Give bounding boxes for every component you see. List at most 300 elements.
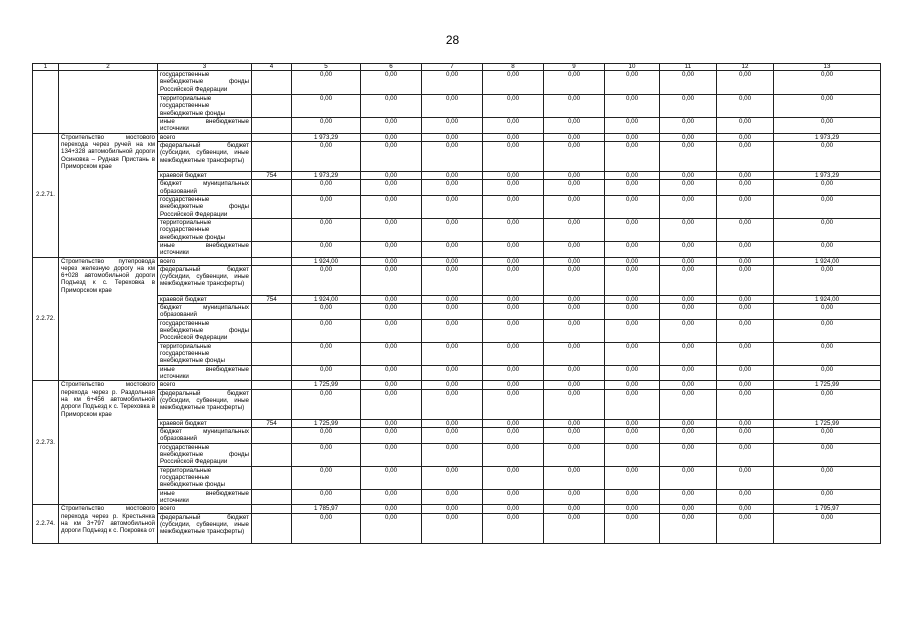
value-cell: 1 924,00 xyxy=(292,257,361,265)
column-number: 2 xyxy=(59,64,158,71)
value-cell: 0,00 xyxy=(774,466,881,489)
value-cell: 0,00 xyxy=(544,241,605,257)
grbs-code xyxy=(252,342,292,365)
value-cell: 1 973,29 xyxy=(292,133,361,141)
value-cell: 0,00 xyxy=(422,513,483,543)
value-cell: 0,00 xyxy=(422,265,483,295)
grbs-code xyxy=(252,133,292,141)
value-cell: 0,00 xyxy=(717,133,774,141)
value-cell: 0,00 xyxy=(605,171,660,179)
value-cell: 0,00 xyxy=(544,257,605,265)
value-cell: 0,00 xyxy=(422,505,483,513)
funding-source: федеральный бюджет (субсидии, субвенции, иные межбюджетные трансферты) xyxy=(158,265,252,295)
value-cell: 0,00 xyxy=(544,265,605,295)
value-cell: 0,00 xyxy=(660,257,717,265)
table-row xyxy=(33,489,881,505)
funding-source: федеральный бюджет (субсидии, субвенции, иные межбюджетные трансферты) xyxy=(158,513,252,543)
grbs-code xyxy=(252,365,292,381)
value-cell: 0,00 xyxy=(544,195,605,218)
value-cell: 0,00 xyxy=(605,342,660,365)
value-cell: 0,00 xyxy=(660,342,717,365)
value-cell: 0,00 xyxy=(483,171,544,179)
column-number: 4 xyxy=(252,64,292,71)
value-cell: 0,00 xyxy=(544,389,605,419)
value-cell: 0,00 xyxy=(660,428,717,444)
funding-source: иные внебюджетные источники xyxy=(158,241,252,257)
value-cell: 0,00 xyxy=(774,218,881,241)
column-number: 8 xyxy=(483,64,544,71)
value-cell: 1 725,99 xyxy=(774,381,881,389)
value-cell: 0,00 xyxy=(774,319,881,342)
funding-source: государственные внебюджетные фонды Российской Федерации xyxy=(158,319,252,342)
value-cell: 0,00 xyxy=(422,257,483,265)
value-cell: 0,00 xyxy=(605,389,660,419)
value-cell: 0,00 xyxy=(483,365,544,381)
value-cell: 0,00 xyxy=(483,513,544,543)
table-row xyxy=(33,195,881,218)
value-cell: 0,00 xyxy=(717,389,774,419)
value-cell: 0,00 xyxy=(422,295,483,303)
value-cell: 0,00 xyxy=(361,265,422,295)
value-cell: 0,00 xyxy=(605,443,660,466)
table-row xyxy=(33,118,881,134)
value-cell: 0,00 xyxy=(660,141,717,171)
grbs-code xyxy=(252,381,292,389)
value-cell: 0,00 xyxy=(660,195,717,218)
value-cell: 0,00 xyxy=(422,443,483,466)
value-cell: 0,00 xyxy=(717,419,774,427)
value-cell: 0,00 xyxy=(774,428,881,444)
value-cell: 0,00 xyxy=(361,180,422,196)
column-number: 11 xyxy=(660,64,717,71)
value-cell: 0,00 xyxy=(660,319,717,342)
value-cell: 0,00 xyxy=(774,71,881,95)
value-cell: 0,00 xyxy=(544,365,605,381)
value-cell: 0,00 xyxy=(717,319,774,342)
value-cell: 0,00 xyxy=(605,381,660,389)
value-cell: 0,00 xyxy=(774,389,881,419)
value-cell: 0,00 xyxy=(605,195,660,218)
value-cell: 0,00 xyxy=(605,513,660,543)
funding-source: территориальные государственные внебюджетные фонды xyxy=(158,95,252,118)
grbs-code xyxy=(252,180,292,196)
value-cell: 0,00 xyxy=(361,428,422,444)
value-cell: 0,00 xyxy=(717,241,774,257)
value-cell: 0,00 xyxy=(605,505,660,513)
value-cell: 0,00 xyxy=(717,265,774,295)
column-number: 3 xyxy=(158,64,252,71)
value-cell: 0,00 xyxy=(660,365,717,381)
table-row xyxy=(33,466,881,489)
object-name: Строительство мостового перехода через ручей на км 134+328 автомобильной дороги Осиновка – Рудная Пристань в Приморском крае xyxy=(59,133,158,257)
grbs-code: 754 xyxy=(252,419,292,427)
value-cell: 0,00 xyxy=(605,295,660,303)
value-cell: 0,00 xyxy=(483,443,544,466)
value-cell: 0,00 xyxy=(544,141,605,171)
value-cell: 0,00 xyxy=(605,365,660,381)
value-cell: 0,00 xyxy=(292,513,361,543)
value-cell: 0,00 xyxy=(361,133,422,141)
object-name: Строительство мостового перехода через р. Раздольная на км 6+456 автомобильной дороги Подъезд к с. Тереховка в Приморском крае xyxy=(59,381,158,505)
row-code: 2.2.72. xyxy=(33,257,59,381)
grbs-code xyxy=(252,443,292,466)
funding-source: всего xyxy=(158,133,252,141)
value-cell: 1 795,97 xyxy=(774,505,881,513)
value-cell: 0,00 xyxy=(605,218,660,241)
value-cell: 0,00 xyxy=(774,513,881,543)
value-cell: 0,00 xyxy=(660,489,717,505)
value-cell: 0,00 xyxy=(292,319,361,342)
value-cell: 0,00 xyxy=(483,304,544,320)
value-cell: 0,00 xyxy=(605,180,660,196)
value-cell: 0,00 xyxy=(361,389,422,419)
value-cell: 0,00 xyxy=(717,466,774,489)
value-cell: 0,00 xyxy=(717,513,774,543)
value-cell: 0,00 xyxy=(422,95,483,118)
value-cell: 0,00 xyxy=(774,141,881,171)
table-row xyxy=(33,342,881,365)
value-cell: 0,00 xyxy=(483,195,544,218)
column-number: 6 xyxy=(361,64,422,71)
value-cell: 0,00 xyxy=(544,180,605,196)
value-cell: 0,00 xyxy=(422,389,483,419)
value-cell: 0,00 xyxy=(717,443,774,466)
value-cell: 1 725,99 xyxy=(292,381,361,389)
value-cell: 0,00 xyxy=(292,265,361,295)
grbs-code xyxy=(252,389,292,419)
value-cell: 1 973,29 xyxy=(292,171,361,179)
column-number: 5 xyxy=(292,64,361,71)
value-cell: 0,00 xyxy=(422,171,483,179)
value-cell: 0,00 xyxy=(483,133,544,141)
value-cell: 0,00 xyxy=(605,95,660,118)
funding-source: государственные внебюджетные фонды Российской Федерации xyxy=(158,443,252,466)
funding-source: краевой бюджет xyxy=(158,419,252,427)
value-cell: 0,00 xyxy=(483,265,544,295)
funding-source: территориальные государственные внебюджетные фонды xyxy=(158,342,252,365)
funding-source: территориальные государственные внебюджетные фонды xyxy=(158,466,252,489)
value-cell: 0,00 xyxy=(774,365,881,381)
value-cell: 0,00 xyxy=(544,95,605,118)
value-cell: 0,00 xyxy=(361,505,422,513)
value-cell: 0,00 xyxy=(605,71,660,95)
table-row xyxy=(33,443,881,466)
row-code: 2.2.74. xyxy=(33,505,59,543)
value-cell: 0,00 xyxy=(361,295,422,303)
value-cell: 0,00 xyxy=(292,466,361,489)
value-cell: 0,00 xyxy=(544,304,605,320)
grbs-code xyxy=(252,218,292,241)
value-cell: 0,00 xyxy=(774,443,881,466)
value-cell: 0,00 xyxy=(544,71,605,95)
value-cell: 0,00 xyxy=(774,342,881,365)
value-cell: 0,00 xyxy=(605,319,660,342)
grbs-code xyxy=(252,428,292,444)
value-cell: 0,00 xyxy=(422,195,483,218)
value-cell: 0,00 xyxy=(660,265,717,295)
table-row xyxy=(33,133,881,141)
value-cell: 0,00 xyxy=(292,489,361,505)
value-cell: 0,00 xyxy=(483,295,544,303)
value-cell: 0,00 xyxy=(717,365,774,381)
grbs-code xyxy=(252,257,292,265)
value-cell: 0,00 xyxy=(717,195,774,218)
value-cell: 0,00 xyxy=(774,195,881,218)
value-cell: 0,00 xyxy=(361,241,422,257)
value-cell: 0,00 xyxy=(717,141,774,171)
value-cell: 0,00 xyxy=(292,218,361,241)
value-cell: 0,00 xyxy=(660,71,717,95)
value-cell: 0,00 xyxy=(717,428,774,444)
value-cell: 0,00 xyxy=(292,195,361,218)
value-cell: 0,00 xyxy=(422,241,483,257)
value-cell: 0,00 xyxy=(605,265,660,295)
table-row xyxy=(33,389,881,419)
value-cell: 0,00 xyxy=(605,257,660,265)
value-cell: 0,00 xyxy=(422,118,483,134)
value-cell: 1 924,00 xyxy=(774,295,881,303)
value-cell: 0,00 xyxy=(422,419,483,427)
value-cell: 0,00 xyxy=(774,304,881,320)
column-number: 10 xyxy=(605,64,660,71)
value-cell: 0,00 xyxy=(605,141,660,171)
grbs-code xyxy=(252,141,292,171)
value-cell: 0,00 xyxy=(660,118,717,134)
row-code: 2.2.73. xyxy=(33,381,59,505)
table-row xyxy=(33,71,881,95)
value-cell: 0,00 xyxy=(292,180,361,196)
value-cell: 0,00 xyxy=(483,118,544,134)
value-cell: 1 924,00 xyxy=(774,257,881,265)
value-cell: 0,00 xyxy=(361,141,422,171)
funding-source: бюджет муниципальных образований xyxy=(158,428,252,444)
value-cell: 0,00 xyxy=(544,443,605,466)
value-cell: 0,00 xyxy=(292,118,361,134)
value-cell: 0,00 xyxy=(544,505,605,513)
value-cell: 0,00 xyxy=(660,389,717,419)
grbs-code xyxy=(252,95,292,118)
value-cell: 0,00 xyxy=(660,95,717,118)
budget-table xyxy=(32,63,881,544)
table-row xyxy=(33,419,881,427)
value-cell: 0,00 xyxy=(717,295,774,303)
grbs-code xyxy=(252,319,292,342)
value-cell: 0,00 xyxy=(544,171,605,179)
value-cell: 0,00 xyxy=(660,295,717,303)
value-cell: 0,00 xyxy=(292,95,361,118)
value-cell: 0,00 xyxy=(292,428,361,444)
row-code xyxy=(33,71,59,134)
grbs-code xyxy=(252,241,292,257)
value-cell: 0,00 xyxy=(774,95,881,118)
value-cell: 0,00 xyxy=(483,428,544,444)
value-cell: 0,00 xyxy=(544,428,605,444)
funding-source: территориальные государственные внебюджетные фонды xyxy=(158,218,252,241)
value-cell: 0,00 xyxy=(717,218,774,241)
table-row xyxy=(33,428,881,444)
grbs-code xyxy=(252,195,292,218)
column-number-row xyxy=(33,64,881,71)
value-cell: 0,00 xyxy=(774,241,881,257)
table-row xyxy=(33,304,881,320)
value-cell: 0,00 xyxy=(422,428,483,444)
value-cell: 0,00 xyxy=(483,241,544,257)
value-cell: 0,00 xyxy=(660,180,717,196)
funding-source: краевой бюджет xyxy=(158,295,252,303)
value-cell: 0,00 xyxy=(544,466,605,489)
table-row xyxy=(33,319,881,342)
value-cell: 0,00 xyxy=(774,118,881,134)
table-row xyxy=(33,295,881,303)
funding-source: государственные внебюджетные фонды Российской Федерации xyxy=(158,195,252,218)
value-cell: 0,00 xyxy=(483,489,544,505)
value-cell: 0,00 xyxy=(544,319,605,342)
value-cell: 0,00 xyxy=(361,365,422,381)
value-cell: 0,00 xyxy=(717,489,774,505)
value-cell: 0,00 xyxy=(544,218,605,241)
value-cell: 0,00 xyxy=(774,489,881,505)
value-cell: 0,00 xyxy=(717,304,774,320)
value-cell: 0,00 xyxy=(660,171,717,179)
value-cell: 0,00 xyxy=(483,419,544,427)
value-cell: 0,00 xyxy=(717,342,774,365)
table-row xyxy=(33,141,881,171)
value-cell: 0,00 xyxy=(292,141,361,171)
value-cell: 0,00 xyxy=(483,505,544,513)
value-cell: 0,00 xyxy=(361,381,422,389)
object-name xyxy=(59,71,158,134)
value-cell: 0,00 xyxy=(717,257,774,265)
value-cell: 0,00 xyxy=(483,389,544,419)
value-cell: 0,00 xyxy=(605,419,660,427)
funding-source: федеральный бюджет (субсидии, субвенции, иные межбюджетные трансферты) xyxy=(158,141,252,171)
value-cell: 0,00 xyxy=(605,304,660,320)
value-cell: 0,00 xyxy=(483,342,544,365)
value-cell: 0,00 xyxy=(605,466,660,489)
table-row xyxy=(33,241,881,257)
value-cell: 0,00 xyxy=(422,365,483,381)
column-number: 1 xyxy=(33,64,59,71)
value-cell: 0,00 xyxy=(774,265,881,295)
grbs-code xyxy=(252,71,292,95)
table-body xyxy=(33,71,881,544)
funding-source: всего xyxy=(158,257,252,265)
value-cell: 0,00 xyxy=(361,342,422,365)
value-cell: 0,00 xyxy=(605,241,660,257)
row-code: 2.2.71. xyxy=(33,133,59,257)
grbs-code: 754 xyxy=(252,295,292,303)
grbs-code xyxy=(252,118,292,134)
value-cell: 0,00 xyxy=(483,218,544,241)
value-cell: 0,00 xyxy=(717,118,774,134)
funding-source: иные внебюджетные источники xyxy=(158,489,252,505)
funding-source: иные внебюджетные источники xyxy=(158,365,252,381)
value-cell: 0,00 xyxy=(660,505,717,513)
value-cell: 0,00 xyxy=(544,295,605,303)
table-row xyxy=(33,513,881,543)
table-row xyxy=(33,365,881,381)
funding-source: бюджет муниципальных образований xyxy=(158,180,252,196)
table-row xyxy=(33,95,881,118)
value-cell: 0,00 xyxy=(660,133,717,141)
value-cell: 0,00 xyxy=(422,133,483,141)
value-cell: 0,00 xyxy=(422,218,483,241)
value-cell: 0,00 xyxy=(605,489,660,505)
value-cell: 0,00 xyxy=(361,95,422,118)
value-cell: 0,00 xyxy=(544,489,605,505)
column-number: 13 xyxy=(774,64,881,71)
value-cell: 0,00 xyxy=(483,466,544,489)
table-row xyxy=(33,218,881,241)
grbs-code xyxy=(252,505,292,513)
value-cell: 0,00 xyxy=(544,133,605,141)
table-row xyxy=(33,257,881,265)
value-cell: 0,00 xyxy=(660,304,717,320)
value-cell: 0,00 xyxy=(292,389,361,419)
value-cell: 1 973,29 xyxy=(774,133,881,141)
value-cell: 0,00 xyxy=(422,304,483,320)
value-cell: 0,00 xyxy=(717,71,774,95)
value-cell: 0,00 xyxy=(361,71,422,95)
table-row xyxy=(33,171,881,179)
column-number: 12 xyxy=(717,64,774,71)
value-cell: 0,00 xyxy=(422,180,483,196)
value-cell: 0,00 xyxy=(361,171,422,179)
value-cell: 0,00 xyxy=(660,241,717,257)
funding-source: краевой бюджет xyxy=(158,171,252,179)
column-number: 9 xyxy=(544,64,605,71)
value-cell: 0,00 xyxy=(483,95,544,118)
value-cell: 0,00 xyxy=(361,304,422,320)
value-cell: 0,00 xyxy=(361,118,422,134)
grbs-code: 754 xyxy=(252,171,292,179)
grbs-code xyxy=(252,265,292,295)
value-cell: 0,00 xyxy=(292,304,361,320)
funding-source: бюджет муниципальных образований xyxy=(158,304,252,320)
value-cell: 0,00 xyxy=(422,141,483,171)
table-row xyxy=(33,180,881,196)
value-cell: 0,00 xyxy=(660,419,717,427)
value-cell: 1 973,29 xyxy=(774,171,881,179)
value-cell: 0,00 xyxy=(544,381,605,389)
value-cell: 0,00 xyxy=(361,466,422,489)
value-cell: 0,00 xyxy=(483,71,544,95)
value-cell: 0,00 xyxy=(292,342,361,365)
table-row xyxy=(33,505,881,513)
object-name: Строительство мостового перехода через р. Крестьянка на км 3+797 автомобильной дороги Подъезд к с. Покровка от xyxy=(59,505,158,543)
value-cell: 0,00 xyxy=(292,241,361,257)
value-cell: 1 924,00 xyxy=(292,295,361,303)
value-cell: 0,00 xyxy=(660,443,717,466)
value-cell: 0,00 xyxy=(422,489,483,505)
value-cell: 0,00 xyxy=(717,95,774,118)
value-cell: 0,00 xyxy=(361,257,422,265)
funding-source: иные внебюджетные источники xyxy=(158,118,252,134)
value-cell: 0,00 xyxy=(717,381,774,389)
value-cell: 0,00 xyxy=(717,505,774,513)
value-cell: 0,00 xyxy=(717,180,774,196)
page-number: 28 xyxy=(445,33,460,47)
value-cell: 0,00 xyxy=(361,218,422,241)
value-cell: 0,00 xyxy=(483,180,544,196)
value-cell: 0,00 xyxy=(605,118,660,134)
funding-source: всего xyxy=(158,381,252,389)
table-row xyxy=(33,381,881,389)
value-cell: 0,00 xyxy=(544,118,605,134)
funding-source: государственные внебюджетные фонды Российской Федерации xyxy=(158,71,252,95)
value-cell: 0,00 xyxy=(483,141,544,171)
value-cell: 0,00 xyxy=(422,319,483,342)
